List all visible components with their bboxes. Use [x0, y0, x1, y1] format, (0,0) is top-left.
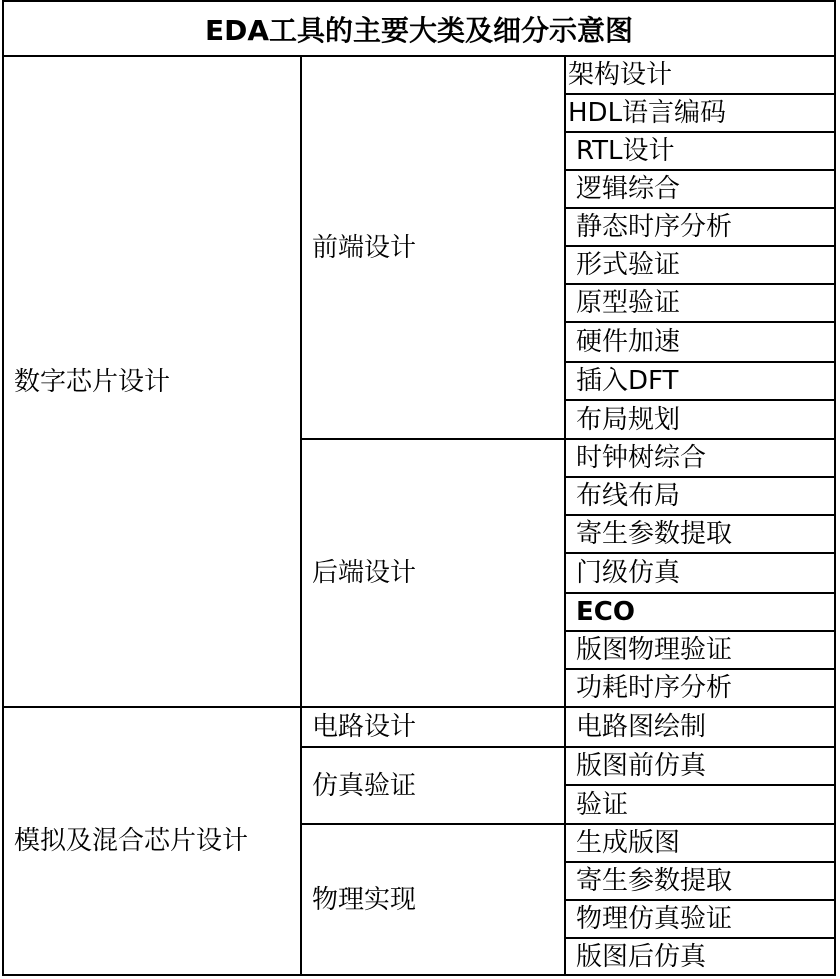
item-label: 形式验证	[576, 250, 681, 280]
item-label: 静态时序分析	[576, 212, 733, 242]
item-label: 寄生参数提取	[576, 866, 733, 896]
item-cell	[564, 93, 836, 133]
item-label: 时钟树综合	[576, 443, 707, 473]
item-cell	[564, 706, 836, 748]
item-label: 寄生参数提取	[576, 519, 733, 549]
item-label: ECO	[576, 597, 635, 627]
category-label: 模拟及混合芯片设计	[14, 826, 249, 856]
item-cell	[564, 630, 836, 670]
item-label: 逻辑综合	[576, 174, 681, 204]
item-label: 功耗时序分析	[576, 673, 733, 703]
subgroup-backend	[300, 438, 566, 708]
item-label: 原型验证	[576, 288, 681, 318]
item-cell	[564, 592, 836, 632]
category-digital	[2, 55, 302, 708]
item-cell	[564, 169, 836, 209]
item-cell	[564, 321, 836, 363]
subgroup-physical-implementation	[300, 823, 566, 976]
item-label: 硬件加速	[576, 327, 681, 357]
item-label: RTL设计	[576, 136, 675, 166]
item-cell	[564, 746, 836, 786]
subgroup-circuit-design	[300, 706, 566, 748]
table-title: EDA工具的主要大类及细分示意图	[2, 0, 836, 57]
item-label: 验证	[576, 789, 629, 820]
item-cell	[564, 245, 836, 285]
item-label: 插入DFT	[576, 366, 679, 396]
item-cell	[564, 55, 836, 95]
item-cell	[564, 283, 836, 323]
subgroup-label: 前端设计	[312, 232, 417, 263]
subgroup-label: 后端设计	[312, 558, 417, 588]
item-label: 电路图绘制	[576, 712, 707, 742]
category-analog	[2, 706, 302, 976]
item-cell	[564, 476, 836, 516]
subgroup-simulation-verification	[300, 746, 566, 825]
eda-table	[2, 0, 836, 976]
item-cell	[564, 784, 836, 825]
item-label: 布线布局	[576, 481, 681, 511]
subgroup-frontend	[300, 55, 566, 440]
item-cell	[564, 861, 836, 901]
item-cell	[564, 668, 836, 708]
item-cell	[564, 131, 836, 171]
item-cell	[564, 552, 836, 594]
item-cell	[564, 514, 836, 554]
item-label: 版图前仿真	[576, 751, 707, 781]
item-cell	[564, 399, 836, 440]
item-label: 生成版图	[576, 828, 681, 858]
item-label: 架构设计	[568, 60, 673, 90]
subgroup-label: 物理实现	[312, 884, 417, 915]
item-cell	[564, 438, 836, 478]
subgroup-label: 仿真验证	[312, 770, 417, 801]
item-cell	[564, 207, 836, 247]
item-cell	[564, 823, 836, 863]
item-label: 门级仿真	[576, 558, 681, 588]
item-label: 物理仿真验证	[576, 904, 733, 934]
subgroup-label: 电路设计	[312, 712, 417, 742]
item-cell	[564, 899, 836, 939]
item-label: HDL语言编码	[568, 98, 727, 128]
item-label: 布局规划	[576, 404, 681, 435]
item-label: 版图物理验证	[576, 635, 733, 665]
item-label: 版图后仿真	[576, 941, 707, 972]
item-cell	[564, 937, 836, 976]
item-cell	[564, 361, 836, 401]
category-label: 数字芯片设计	[14, 366, 171, 397]
